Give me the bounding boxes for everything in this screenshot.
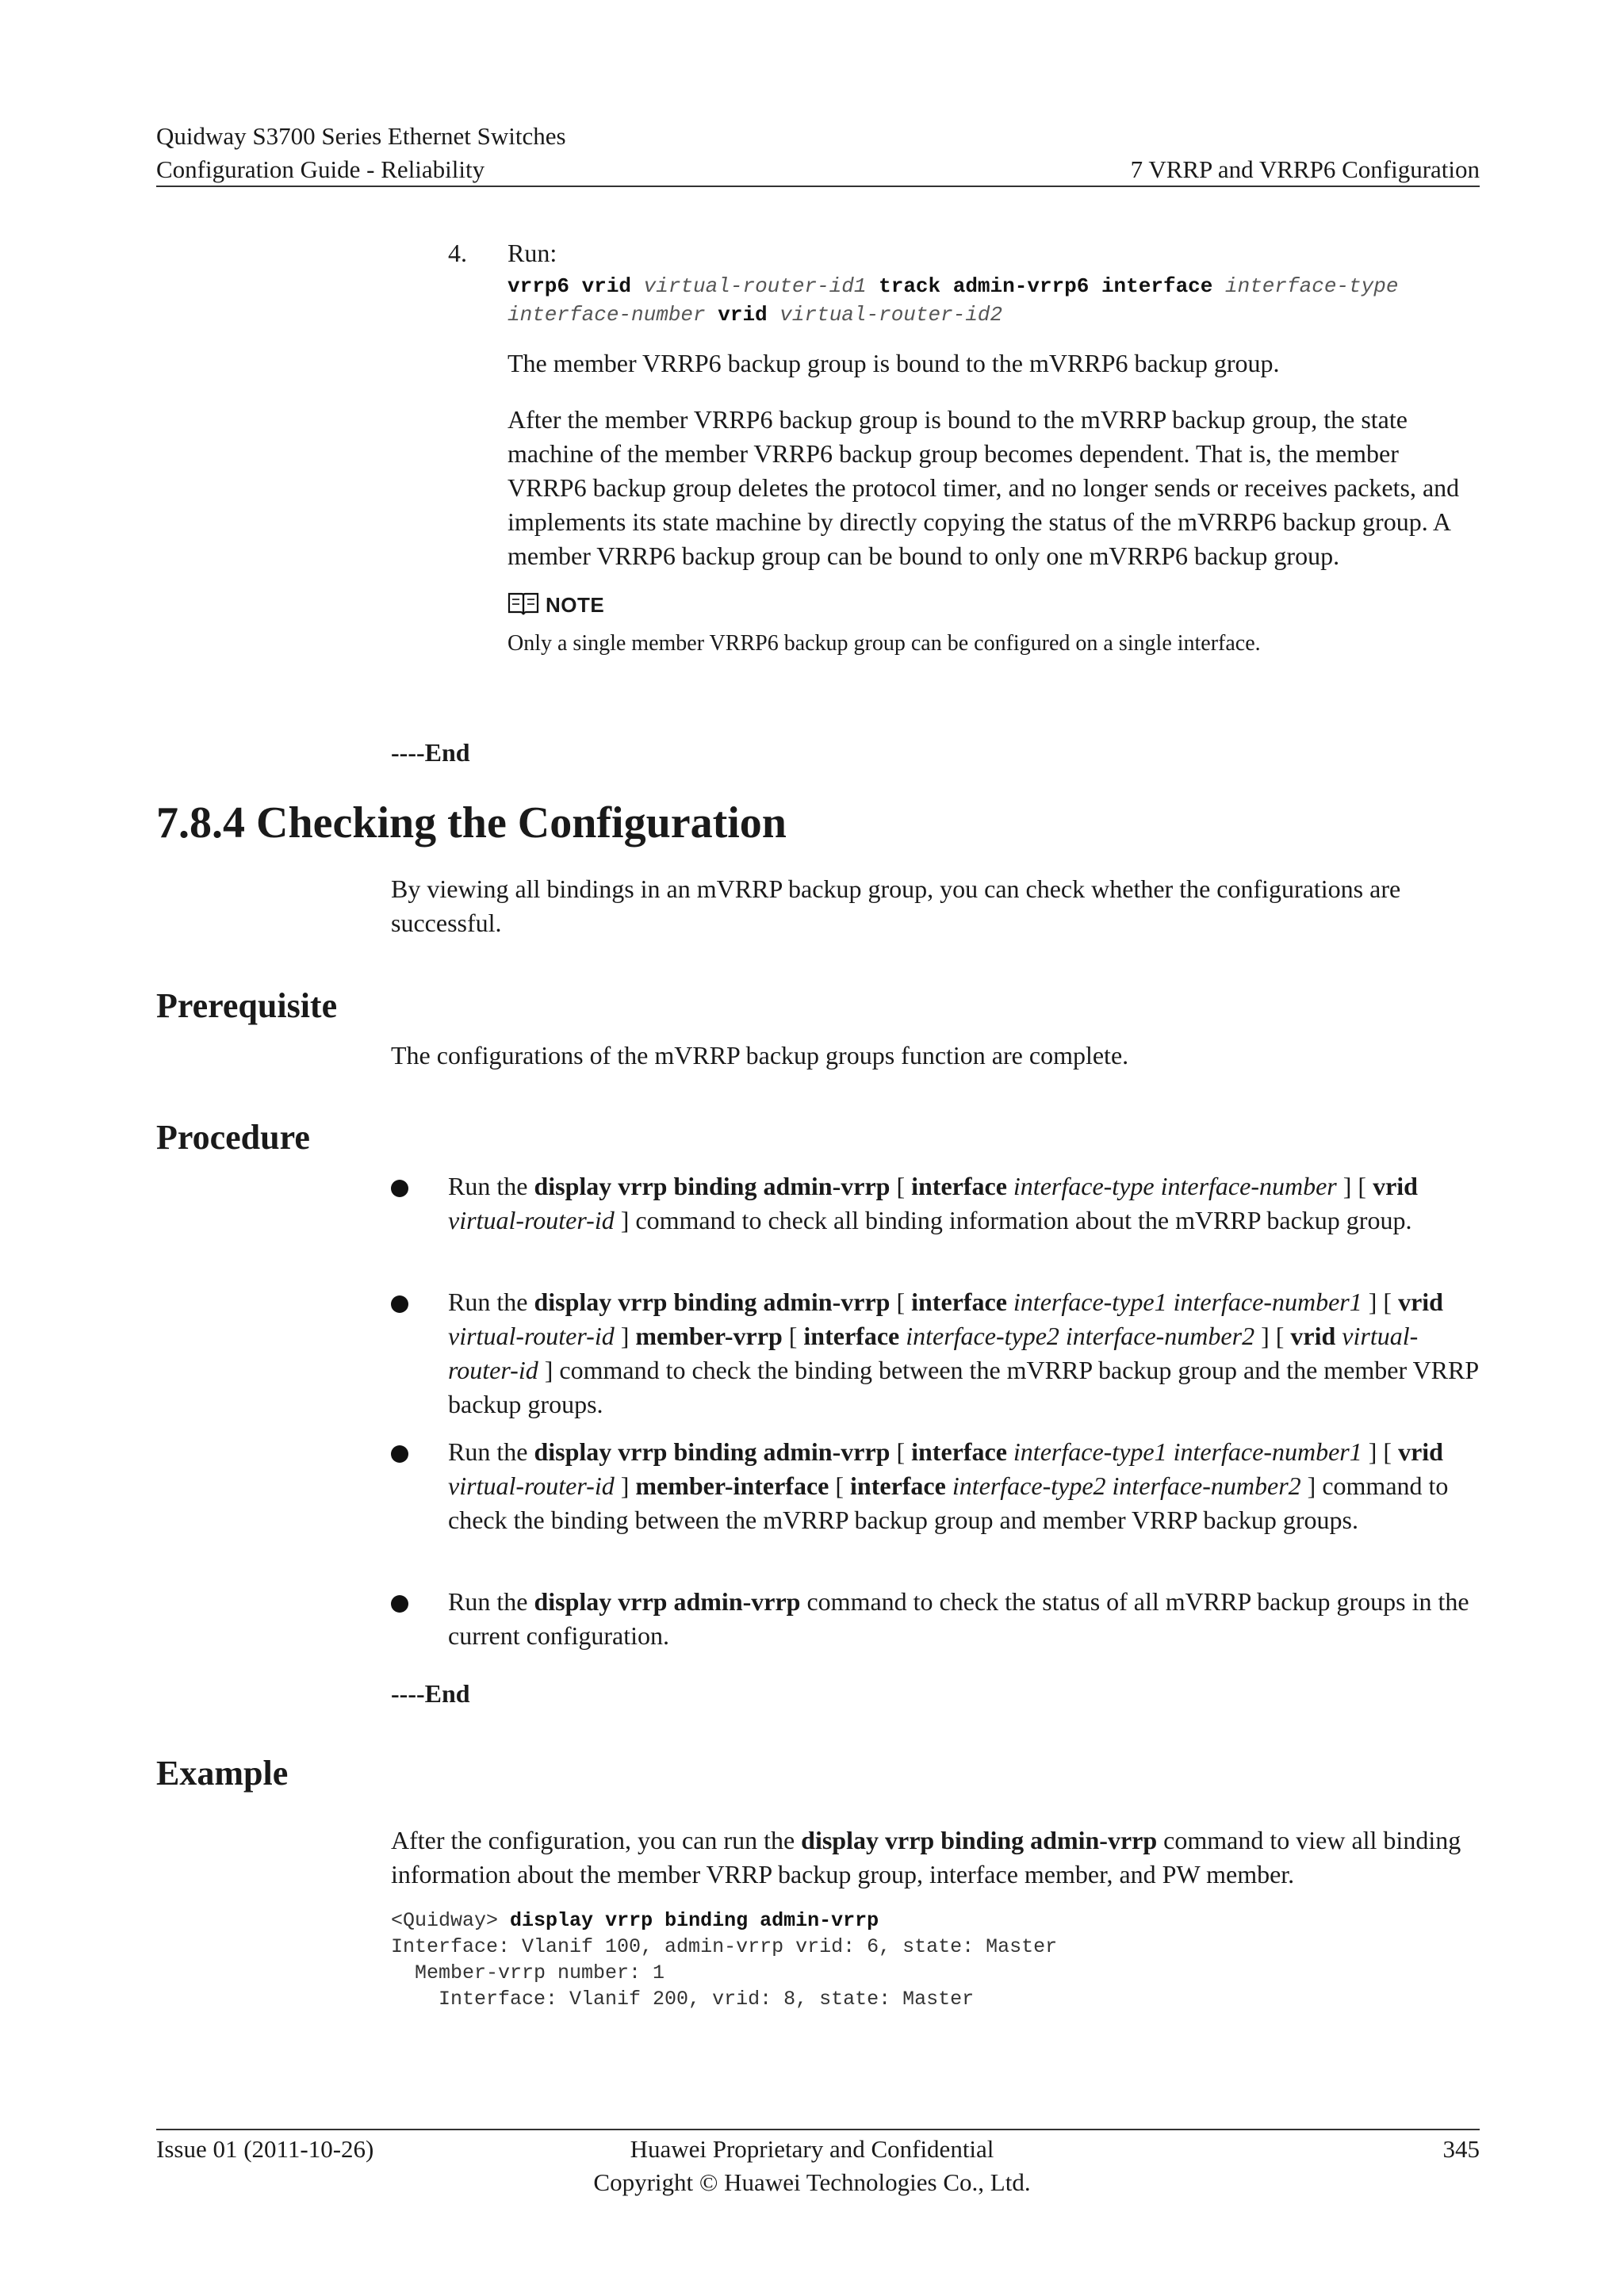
procedure-item-3: Run the display vrrp binding admin-vrrp [ interface interface-type1 interface-number1 ] [ vrid virtual-router-id ] member-interface [ interface interface-type2 interface-number2 ] command to check the binding between the mVRRP backup group and member VRRP backup groups. bbox=[448, 1437, 1449, 1534]
footer-page-number: 345 bbox=[1442, 2135, 1480, 2163]
end-marker: ----End bbox=[391, 1679, 470, 1708]
cmd-arg: virtual-router-id2 bbox=[779, 303, 1003, 327]
header-chapter: 7 VRRP and VRRP6 Configuration bbox=[1130, 155, 1480, 183]
code-line-4: Interface: Vlanif 200, vrid: 8, state: Master bbox=[391, 1988, 975, 2011]
step-label: Run: bbox=[508, 239, 557, 267]
code-line-1: <Quidway> display vrrp binding admin-vrrp bbox=[391, 1909, 879, 1932]
end-marker: ----End bbox=[391, 738, 470, 767]
cmd-arg: virtual-router-id1 bbox=[643, 274, 867, 298]
bullet-dot bbox=[391, 1595, 408, 1613]
header-product: Quidway S3700 Series Ethernet Switches bbox=[156, 122, 566, 150]
footer-line-1: Huawei Proprietary and Confidential bbox=[630, 2135, 994, 2163]
cmd-arg: interface-number bbox=[508, 303, 706, 327]
example-heading: Example bbox=[156, 1754, 289, 1793]
procedure-item-1: Run the display vrrp binding admin-vrrp [ interface interface-type interface-number ] [ vrid virtual-router-id ] command to check all binding information about the mVRRP backup group. bbox=[448, 1172, 1418, 1234]
note-label: NOTE bbox=[546, 593, 605, 617]
note-header bbox=[508, 591, 1480, 620]
cmd-keyword: vrrp6 vrid bbox=[508, 274, 632, 298]
footer-issue: Issue 01 (2011-10-26) bbox=[156, 2135, 374, 2163]
prerequisite-text: The configurations of the mVRRP backup groups function are complete. bbox=[391, 1041, 1129, 1070]
procedure-item-4: Run the display vrrp admin-vrrp command to check the status of all mVRRP backup groups in the current configuration. bbox=[448, 1587, 1469, 1650]
bullet-dot bbox=[391, 1445, 408, 1463]
bullet-dot bbox=[391, 1180, 408, 1197]
code-line-2: Interface: Vlanif 100, admin-vrrp vrid: 6, state: Master bbox=[391, 1935, 1058, 1958]
section-intro: By viewing all bindings in an mVRRP backup group, you can check whether the configurations are successful. bbox=[391, 874, 1401, 937]
header-guide: Configuration Guide - Reliability bbox=[156, 155, 485, 183]
example-code-block bbox=[391, 1908, 1480, 2012]
bullet-dot bbox=[391, 1295, 408, 1313]
cmd-keyword: track admin-vrrp6 interface bbox=[879, 274, 1213, 298]
section-title: 7.8.4 Checking the Configuration bbox=[156, 798, 787, 848]
cmd-keyword: vrid bbox=[718, 303, 768, 327]
section-intro-block bbox=[391, 872, 1480, 940]
book-icon bbox=[508, 591, 539, 620]
footer-line-2: Copyright © Huawei Technologies Co., Ltd. bbox=[593, 2168, 1031, 2196]
header-divider bbox=[156, 186, 1480, 187]
step-para-2: After the member VRRP6 backup group is bound to the mVRRP backup group, the state machine of the member VRRP6 backup group becomes dependent. That is, the member VRRP6 backup group deletes the protocol timer, and no longer sends or receives packets, and implements its state machine by directly copying the status of the mVRRP6 backup group. A member VRRP6 backup group can be bound to only one mVRRP6 backup group. bbox=[508, 405, 1460, 570]
step-para-1: The member VRRP6 backup group is bound to the mVRRP6 backup group. bbox=[508, 349, 1280, 377]
step-4 bbox=[508, 236, 1480, 660]
procedure-heading: Procedure bbox=[156, 1118, 310, 1157]
example-intro: After the configuration, you can run the display vrrp binding admin-vrrp command to view all binding information about the member VRRP backup group, interface member, and PW member. bbox=[391, 1826, 1461, 1888]
step-command bbox=[508, 272, 1480, 329]
prerequisite-block bbox=[391, 1039, 1480, 1073]
code-line-3: Member-vrrp number: 1 bbox=[391, 1961, 665, 1984]
example-block bbox=[391, 1823, 1480, 2012]
procedure-item-2: Run the display vrrp binding admin-vrrp [ interface interface-type1 interface-number1 ] [ vrid virtual-router-id ] member-vrrp [ interface interface-type2 interface-number2 ] [ vrid virtual-router-id ] command to check the binding between the mVRRP backup group and the member VRRP backup groups. bbox=[448, 1288, 1478, 1418]
cmd-arg: interface-type bbox=[1225, 274, 1399, 298]
note-text: Only a single member VRRP6 backup group can be configured on a single interface. bbox=[508, 631, 1261, 656]
footer-copyright bbox=[0, 2133, 1624, 2199]
prerequisite-heading: Prerequisite bbox=[156, 986, 338, 1025]
step-number: 4. bbox=[448, 239, 467, 267]
footer-divider bbox=[156, 2129, 1480, 2130]
